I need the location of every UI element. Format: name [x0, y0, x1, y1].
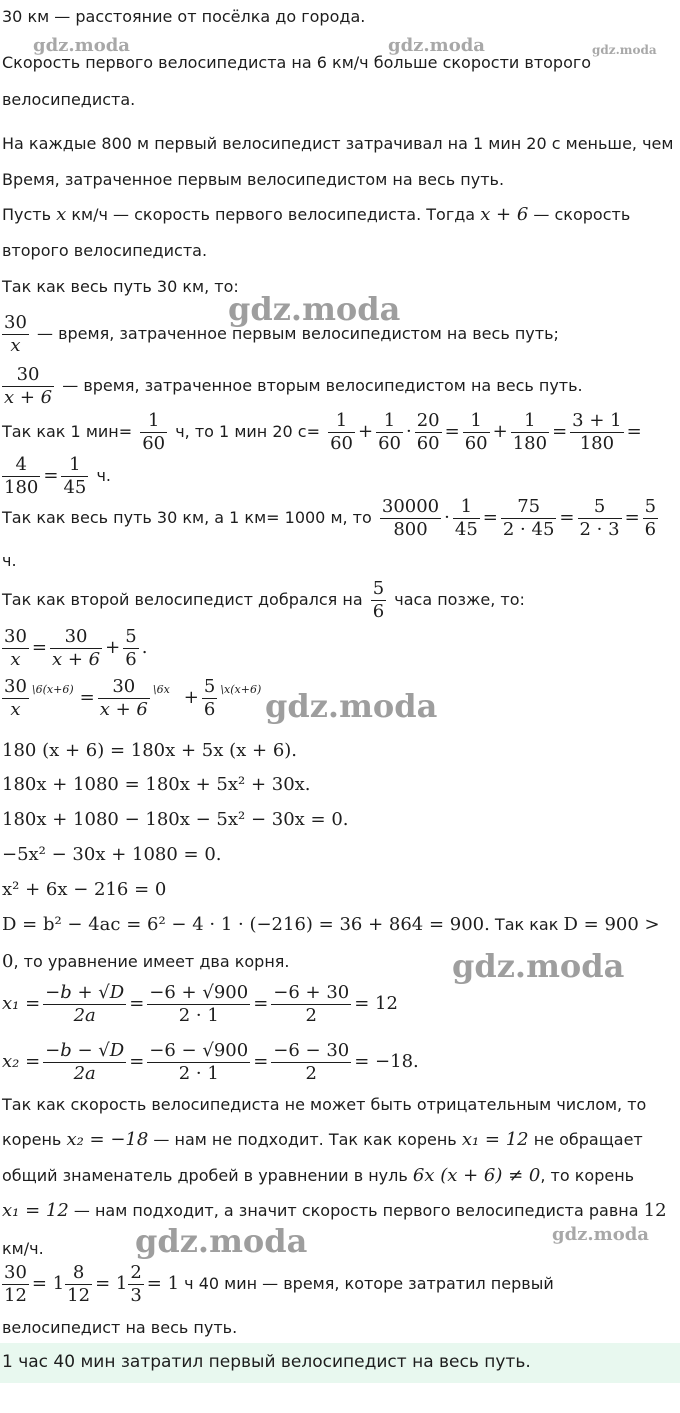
math: x + 6: [480, 204, 529, 225]
formula-line: [2, 364, 583, 409]
text: корень: [2, 1130, 67, 1149]
operator: =: [482, 507, 498, 528]
math: x₂ =: [2, 1051, 41, 1072]
text: Пусть: [2, 205, 57, 224]
operator: +: [105, 637, 121, 658]
text: Так как 1 мин=: [2, 422, 138, 441]
operator: =: [79, 687, 95, 708]
root-line: [2, 1040, 419, 1085]
text-line: [2, 1129, 643, 1151]
text-line: км/ч.: [2, 1239, 44, 1258]
math: = 1: [31, 1273, 65, 1294]
fraction: $\frac{30}{12}$: [4, 1262, 27, 1306]
fraction: $\frac{1}{45}$: [454, 496, 478, 540]
fraction: $\frac{1}{180}$: [512, 410, 548, 454]
text-line: второго велосипедиста.: [2, 241, 208, 260]
text: Так как: [489, 915, 564, 934]
operator: ·: [405, 421, 412, 442]
fraction: $\frac{-6 - 30}{2}$: [273, 1040, 350, 1084]
operator: =: [624, 507, 640, 528]
fraction: $\frac{20}{60}$: [416, 410, 440, 454]
formula-line: [2, 578, 525, 623]
fraction: $\frac{75}{2 \cdot 45}$: [502, 496, 555, 540]
text-line: [2, 1165, 634, 1187]
text-line: На каждые 800 м первый велосипедист затрачивал на 1 мин 20 с меньше, чем: [2, 134, 674, 153]
text: — время, затраченное вторым велосипедистом на весь путь.: [57, 376, 583, 395]
fraction: $\frac{-6 - √900}{2 \cdot 1}$: [149, 1040, 249, 1084]
math: x₁ = 12: [2, 1200, 69, 1221]
math: x₁ = 12: [461, 1129, 529, 1150]
text-line: велосипедист на весь путь.: [2, 1318, 238, 1337]
text: часа позже, то:: [389, 590, 525, 609]
operator: =: [129, 1051, 145, 1072]
fraction: $\frac{-6 + 30}{2}$: [273, 982, 350, 1026]
fraction: $\frac{5}{6}$: [125, 626, 137, 670]
text: не обращает: [528, 1130, 643, 1149]
fraction: $\frac{1}{45}$: [63, 454, 87, 496]
root-line: [2, 982, 398, 1027]
operator: =: [444, 421, 460, 442]
operator: .: [141, 637, 148, 658]
math: = 1: [95, 1273, 128, 1294]
text: — время, затраченное первым велосипедистом на весь путь;: [31, 324, 559, 343]
math: x₂ = −18: [66, 1129, 149, 1150]
watermark: gdz.moda: [552, 1224, 649, 1245]
formula-line: [2, 410, 642, 455]
math: = 1: [146, 1273, 180, 1294]
fraction: $\frac{1}{60}$: [464, 410, 488, 454]
text: , то корень: [540, 1166, 635, 1185]
fraction: $\frac{30}{x}$: [4, 312, 27, 356]
formula-line: [2, 312, 559, 357]
text: Так как второй велосипедист добрался на: [2, 590, 368, 609]
math: D = 900 >: [563, 914, 660, 935]
equation-line: [2, 914, 660, 936]
text: , то уравнение имеет два корня.: [13, 952, 290, 971]
fraction: $\frac{3 + 1}{180}$: [572, 410, 622, 454]
operator: =: [253, 1051, 269, 1072]
math: 6x (x + 6) ≠ 0: [412, 1165, 541, 1186]
fraction: $\frac{30}{x + 6}$: [4, 364, 53, 408]
answer-box: [0, 1343, 680, 1383]
math: = −18.: [354, 1051, 419, 1072]
fraction: $\frac{-b - √D}{2a}$: [45, 1040, 125, 1084]
text: ч.: [91, 466, 111, 485]
text-line: [2, 1200, 667, 1222]
fraction: $\frac{30}{x + 6}$: [52, 626, 101, 670]
fraction: $\frac{-6 + √900}{2 \cdot 1}$: [149, 982, 249, 1026]
math: 0: [2, 951, 14, 972]
fraction: $\frac{30000}{800}$: [381, 496, 440, 540]
text-line: велосипедиста.: [2, 90, 136, 109]
fraction: $\frac{5}{6}$: [372, 578, 385, 622]
operator: +: [492, 421, 508, 442]
watermark: gdz.moda: [592, 43, 657, 57]
math: = 12: [354, 993, 398, 1014]
text: общий знаменатель дробей в уравнении в нуль: [2, 1166, 413, 1185]
fraction: $\frac{5}{6}$: [644, 496, 657, 540]
text: Так как весь путь 30 км, а 1 км= 1000 м, то: [2, 508, 377, 527]
fraction: $\frac{-b + √D}{2a}$: [45, 982, 125, 1026]
fraction: $\frac{30}{x + 6}$: [99, 676, 148, 720]
fraction: $\frac{1}{60}$: [330, 410, 353, 454]
text: — нам подходит, а значит скорость первого велосипедиста равна: [68, 1201, 644, 1220]
operator: +: [183, 687, 199, 708]
text-line: [2, 951, 290, 973]
text-line: Скорость первого велосипедиста на 6 км/ч больше скорости второго: [2, 53, 592, 72]
multiplier: \6(x+6): [31, 683, 74, 696]
math: 12: [643, 1200, 667, 1221]
equation-line: −5x² − 30x + 1080 = 0.: [2, 844, 222, 865]
text: — скорость: [528, 205, 631, 224]
fraction: $\frac{30}{x}$: [4, 676, 27, 720]
text: ч, то 1 мин 20 с=: [170, 422, 326, 441]
answer-text: 1 час 40 мин затратил первый велосипедист на весь путь.: [2, 1352, 531, 1372]
fraction: $\frac{1}{60}$: [142, 410, 166, 454]
operator: =: [626, 421, 642, 442]
text-line: Время, затраченное первым велосипедистом на весь путь.: [2, 170, 505, 189]
formula-line: [2, 496, 661, 541]
text: — нам не подходит. Так как корень: [148, 1130, 462, 1149]
fraction: $\frac{5}{2 \cdot 3}$: [579, 496, 620, 540]
equation-line: 180x + 1080 = 180x + 5x² + 30x.: [2, 774, 311, 795]
watermark: gdz.moda: [33, 35, 130, 56]
operator: =: [559, 507, 575, 528]
text-line: ч.: [2, 551, 17, 570]
equation-line: [2, 676, 261, 721]
watermark: gdz.moda: [452, 947, 625, 985]
watermark: gdz.moda: [388, 35, 485, 56]
result-line: [2, 1262, 554, 1307]
fraction: $\frac{2}{3}$: [130, 1262, 142, 1306]
multiplier: \6x: [152, 683, 170, 696]
fraction: $\frac{5}{6}$: [203, 676, 216, 720]
operator: =: [552, 421, 568, 442]
equation-line: 180x + 1080 − 180x − 5x² − 30x = 0.: [2, 809, 349, 830]
operator: =: [129, 993, 145, 1014]
equation-line: x² + 6x − 216 = 0: [2, 879, 167, 900]
operator: =: [31, 637, 47, 658]
math: D = b² − 4ac = 6² − 4 · 1 · (−216) = 36 + 864 = 900.: [2, 914, 490, 935]
operator: =: [253, 993, 269, 1014]
operator: ·: [444, 507, 450, 528]
math: x₁ =: [2, 993, 41, 1014]
equation-line: 180 (x + 6) = 180x + 5x (x + 6).: [2, 740, 298, 761]
watermark: gdz.moda: [228, 290, 401, 328]
fraction: $\frac{30}{x}$: [4, 626, 27, 670]
fraction: $\frac{8}{12}$: [67, 1262, 91, 1306]
text: км/ч — скорость первого велосипедиста. Тогда: [66, 205, 481, 224]
math: x: [56, 204, 67, 225]
equation-line: [2, 626, 147, 671]
operator: =: [43, 465, 59, 486]
multiplier: \x(x+6): [220, 683, 262, 696]
watermark: gdz.moda: [265, 687, 438, 725]
operator: +: [357, 421, 374, 442]
text-line: Так как скорость велосипедиста не может быть отрицательным числом, то: [2, 1095, 647, 1114]
text-line: 30 км — расстояние от посёлка до города.: [2, 7, 366, 26]
text: ч 40 мин — время, которе затратил первый: [179, 1274, 554, 1293]
fraction: $\frac{4}{180}$: [4, 454, 39, 496]
formula-line: [2, 454, 111, 496]
text-line: [2, 204, 630, 226]
fraction: $\frac{1}{60}$: [378, 410, 401, 454]
text-line: Так как весь путь 30 км, то:: [2, 277, 239, 296]
watermark: gdz.moda: [135, 1222, 308, 1260]
